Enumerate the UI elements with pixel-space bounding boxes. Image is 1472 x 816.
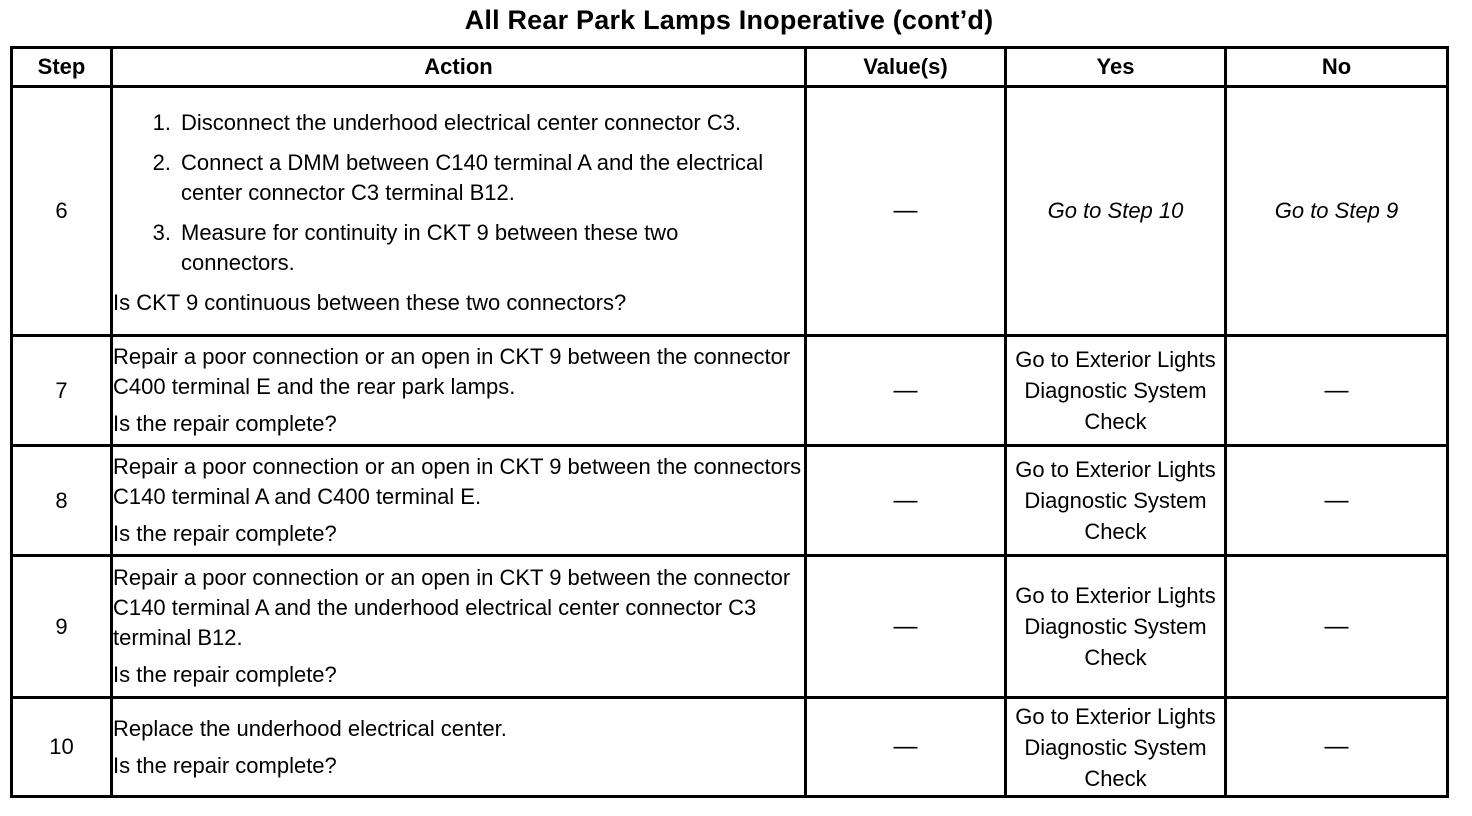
header-step: Step	[12, 48, 112, 87]
table-row	[12, 446, 1448, 556]
action-cell	[112, 556, 806, 698]
list-item-number: 2.	[152, 150, 171, 175]
step-number: 10	[12, 698, 112, 797]
table-row	[12, 87, 1448, 336]
action-cell	[112, 446, 806, 556]
no-cell: —	[1226, 446, 1448, 556]
header-row	[12, 48, 1448, 87]
page-title: All Rear Park Lamps Inoperative (cont’d)	[464, 5, 994, 35]
action-question: Is the repair complete?	[113, 752, 337, 778]
yes-cell	[1006, 698, 1226, 797]
action-text: Repair a poor connection or an open in CKT 9 between the connector C140 terminal A and the underhood electrical center connector C3 terminal B12.	[113, 565, 791, 650]
no-cell: —	[1226, 336, 1448, 446]
action-question: Is CKT 9 continuous between these two connectors?	[113, 290, 627, 315]
list-item-number: 3.	[152, 220, 171, 245]
diagnostic-table	[10, 46, 1449, 798]
value-cell: —	[806, 698, 1006, 797]
action-text: Repair a poor connection or an open in CKT 9 between the connectors C140 terminal A and C400 terminal E.	[113, 454, 802, 509]
table-row	[12, 698, 1448, 797]
action-cell	[112, 87, 806, 336]
list-item-text: Measure for continuity in CKT 9 between these two connectors.	[181, 220, 679, 275]
value-cell: —	[806, 446, 1006, 556]
action-question: Is the repair complete?	[113, 662, 337, 687]
list-item	[113, 218, 804, 278]
header-values: Value(s)	[806, 48, 1006, 87]
value-cell: —	[806, 336, 1006, 446]
header-no: No	[1226, 48, 1448, 87]
table-row	[12, 556, 1448, 698]
value-cell: —	[806, 556, 1006, 698]
header-yes: Yes	[1006, 48, 1226, 87]
action-question: Is the repair complete?	[113, 411, 337, 436]
no-cell: —	[1226, 698, 1448, 797]
yes-result: Go to Exterior Lights Diagnostic System Check	[1015, 347, 1216, 434]
list-item-text: Connect a DMM between C140 terminal A and the electrical center connector C3 terminal B12.	[181, 150, 764, 205]
yes-cell: Go to Step 10	[1006, 87, 1226, 336]
list-item	[113, 148, 804, 208]
action-cell	[112, 698, 806, 797]
action-cell	[112, 336, 806, 446]
step-number: 8	[12, 446, 112, 556]
no-cell: —	[1226, 556, 1448, 698]
list-item	[113, 108, 804, 138]
step-number: 9	[12, 556, 112, 698]
no-cell: Go to Step 9	[1226, 87, 1448, 336]
header-action: Action	[112, 48, 806, 87]
action-question: Is the repair complete?	[113, 521, 337, 546]
list-item-number: 1.	[152, 110, 171, 135]
yes-result: Go to Exterior Lights Diagnostic System Check	[1015, 583, 1216, 670]
yes-cell	[1006, 556, 1226, 698]
yes-cell	[1006, 446, 1226, 556]
action-text: Replace the underhood electrical center.	[113, 715, 507, 741]
list-item-text: Disconnect the underhood electrical center connector C3.	[181, 110, 742, 135]
step-number: 6	[12, 87, 112, 336]
action-list	[113, 108, 804, 278]
yes-result: Go to Exterior Lights Diagnostic System Check	[1015, 703, 1216, 791]
step-number: 7	[12, 336, 112, 446]
yes-result: Go to Exterior Lights Diagnostic System Check	[1015, 457, 1216, 544]
action-text: Repair a poor connection or an open in CKT 9 between the connector C400 terminal E and the rear park lamps.	[113, 344, 791, 399]
value-cell: —	[806, 87, 1006, 336]
yes-cell	[1006, 336, 1226, 446]
table-row	[12, 336, 1448, 446]
